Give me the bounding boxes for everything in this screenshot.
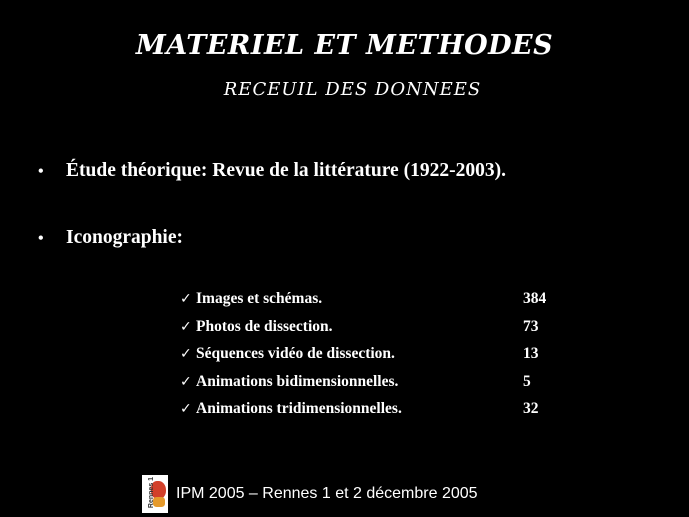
item-label: Animations tridimensionnelles. (196, 400, 402, 417)
item-count: 384 (523, 290, 547, 307)
bullet-icon: • (38, 230, 44, 247)
item-label: Animations bidimensionnelles. (196, 372, 399, 390)
checkmark-icon: ✓ (180, 318, 192, 335)
item-label: Images et schémas. (196, 290, 323, 307)
bullet-item-iconographie (38, 227, 183, 249)
item-count: 32 (523, 400, 539, 417)
footer-text: IPM 2005 – Rennes 1 et 2 décembre 2005 (176, 485, 478, 502)
university-logo-icon (142, 475, 168, 513)
item-count: 73 (523, 317, 539, 335)
bullet-text: Étude théorique: Revue de la littérature (1922-2003). (66, 160, 506, 181)
checkmark-icon: ✓ (180, 291, 192, 307)
item-label: Photos de dissection. (196, 317, 333, 335)
list-item (180, 290, 580, 318)
bullet-text: Iconographie: (66, 227, 183, 248)
bullet-item-etude (38, 160, 506, 182)
item-count: 13 (523, 345, 539, 362)
footer (142, 474, 478, 514)
list-item (180, 345, 580, 373)
checkmark-icon: ✓ (180, 373, 192, 390)
checkmark-icon: ✓ (180, 401, 192, 417)
logo-text: Rennes 1 (148, 476, 156, 509)
item-label: Séquences vidéo de dissection. (196, 345, 395, 362)
bullet-icon: • (38, 163, 44, 180)
list-item (180, 400, 580, 428)
list-item (180, 373, 580, 401)
iconography-list (180, 290, 580, 428)
checkmark-icon: ✓ (180, 346, 192, 362)
slide-subtitle: RECEUIL DES DONNEES (223, 79, 482, 100)
list-item (180, 318, 580, 346)
slide-title: MATERIEL ET METHODES (135, 30, 554, 61)
item-count: 5 (523, 372, 531, 390)
